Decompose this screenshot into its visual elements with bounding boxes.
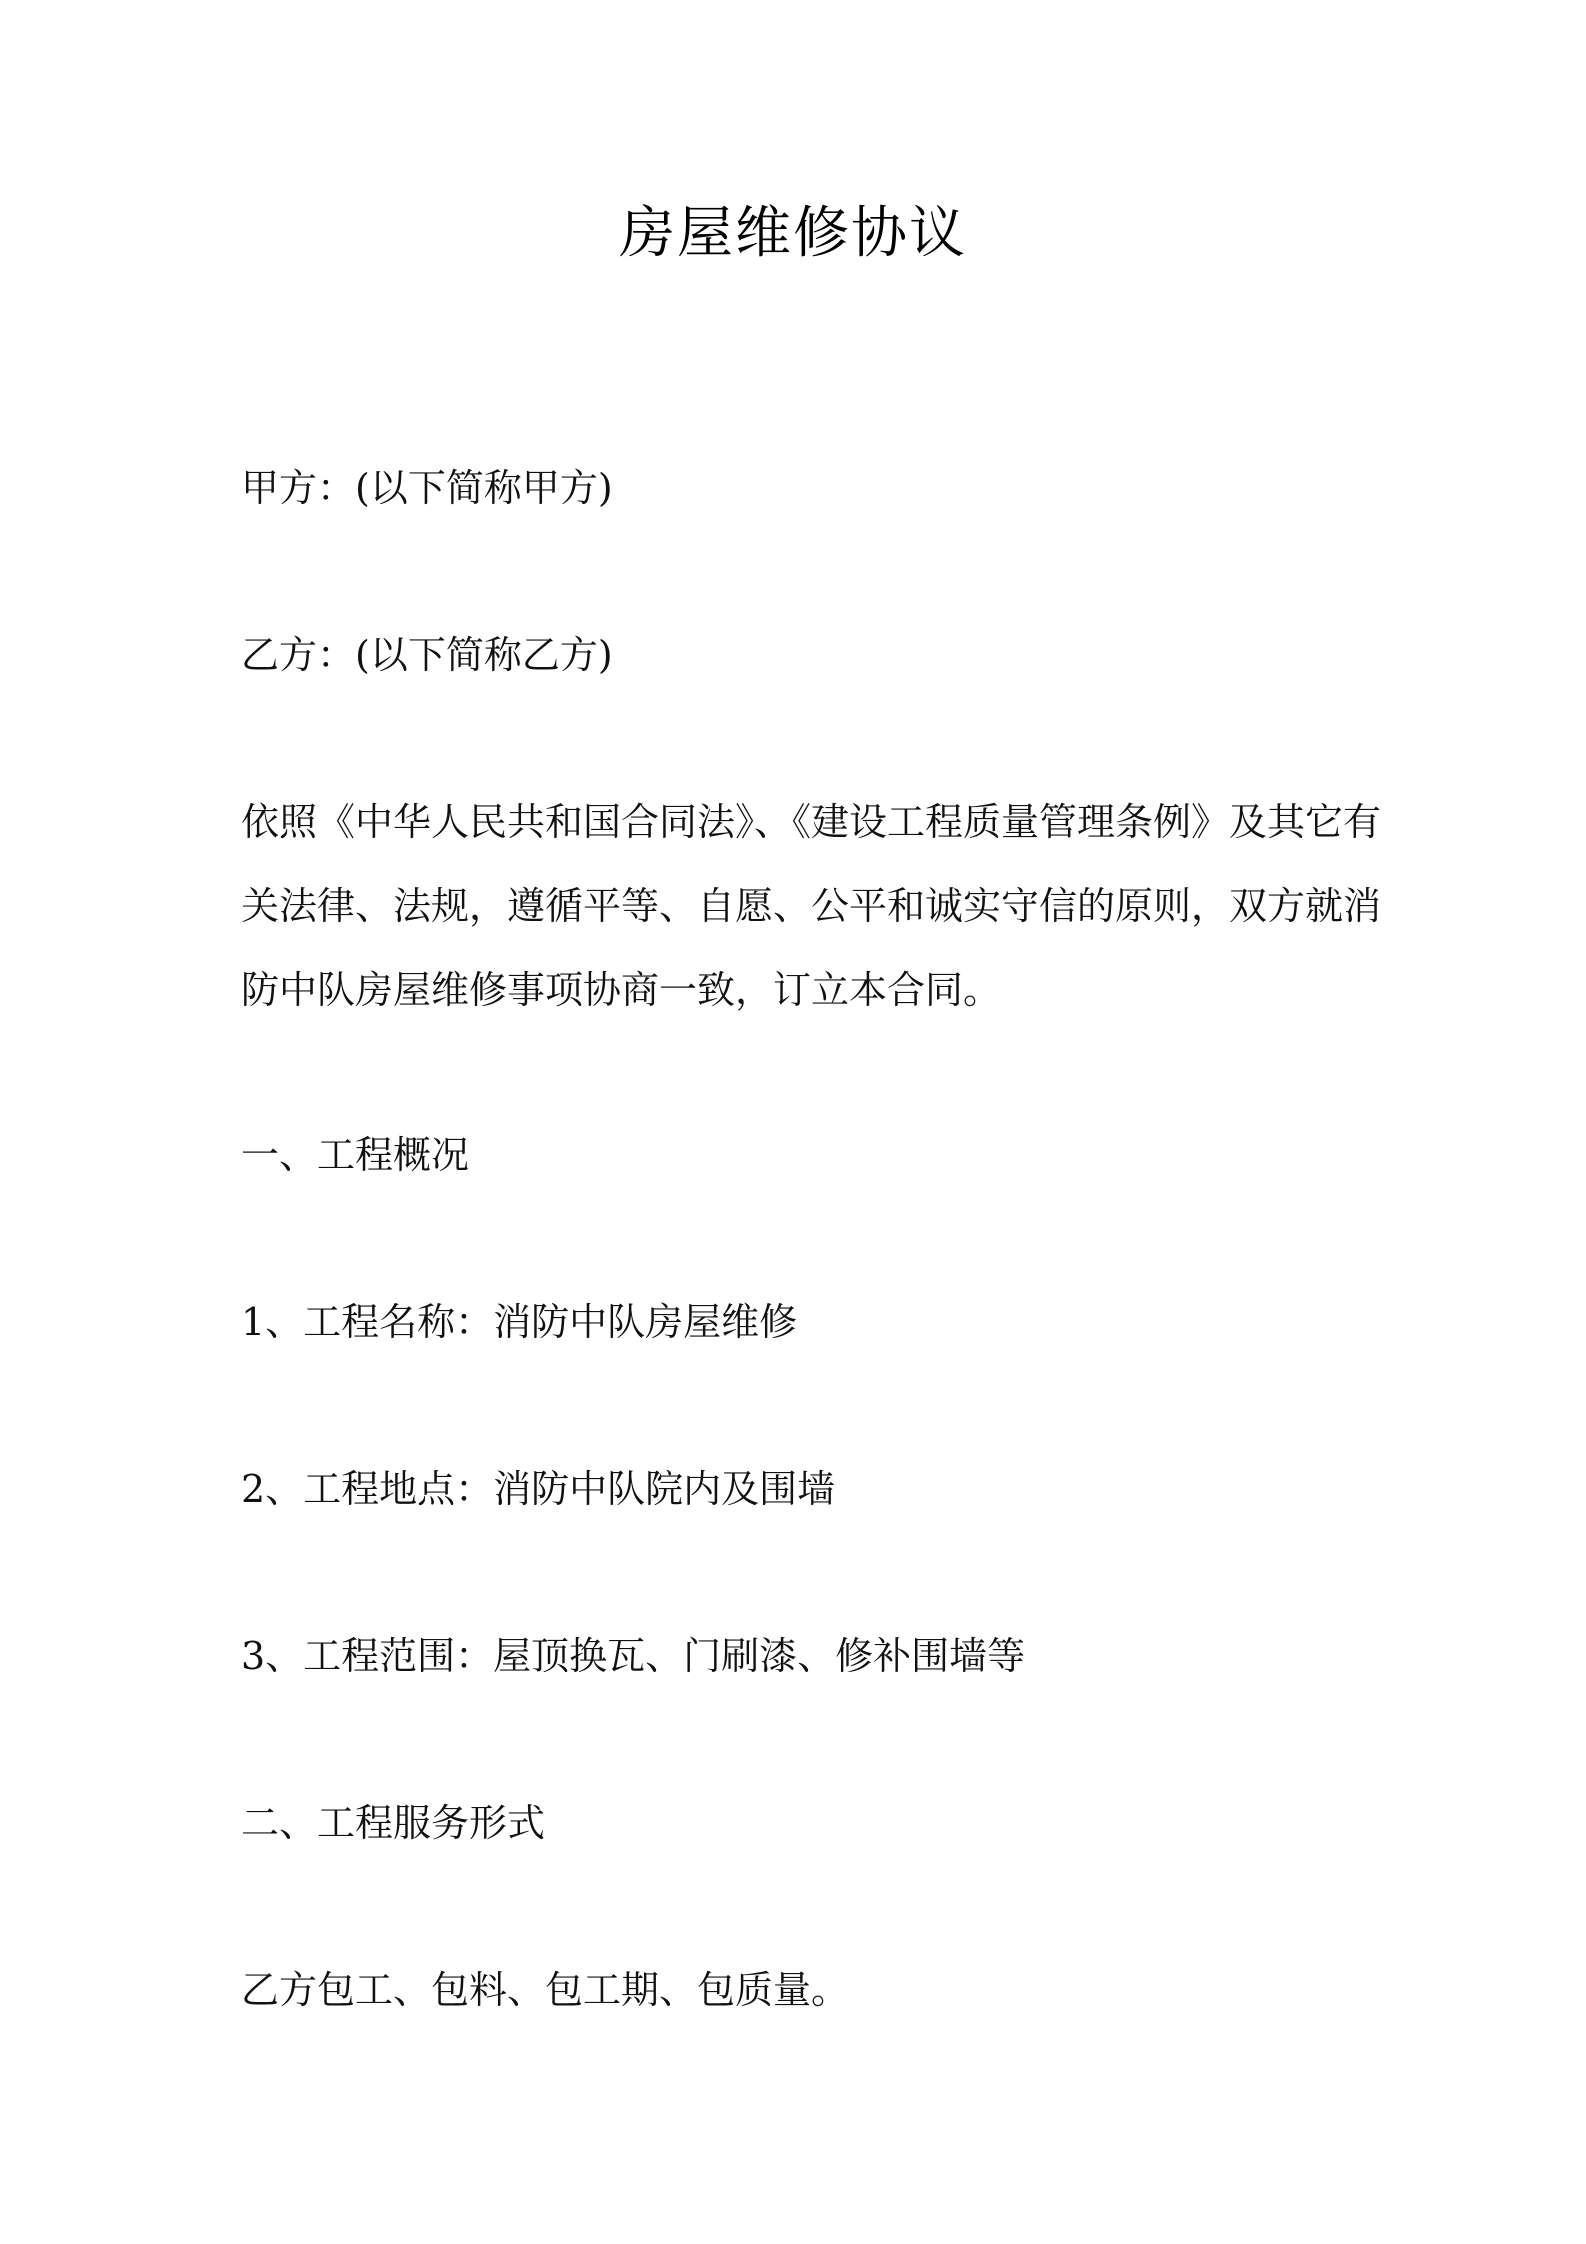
party-a-line: 甲方：(以下简称甲方) bbox=[241, 466, 613, 510]
intro-line: 防中队房屋维修事项协商一致，订立本合同。 bbox=[241, 968, 1002, 1012]
intro-line: 关法律、法规，遵循平等、自愿、公平和诚实守信的原则，双方就消 bbox=[241, 884, 1382, 928]
intro-paragraph bbox=[241, 780, 1382, 1032]
section-1-heading: 一、工程概况 bbox=[241, 1133, 470, 1177]
intro-line: 依照《中华人民共和国合同法》、《建设工程质量管理条例》及其它有 bbox=[241, 800, 1382, 844]
section-1-item-2: 2、工程地点：消防中队院内及围墙 bbox=[241, 1467, 836, 1511]
party-b-line: 乙方：(以下简称乙方) bbox=[241, 633, 613, 677]
section-1-item-3: 3、工程范围：屋顶换瓦、门刷漆、修补围墙等 bbox=[241, 1634, 1026, 1678]
section-2-heading: 二、工程服务形式 bbox=[241, 1801, 546, 1845]
section-1-item-1: 1、工程名称：消防中队房屋维修 bbox=[241, 1300, 798, 1344]
document-title: 房屋维修协议 bbox=[619, 201, 967, 266]
section-2-body: 乙方包工、包料、包工期、包质量。 bbox=[241, 1968, 850, 2012]
